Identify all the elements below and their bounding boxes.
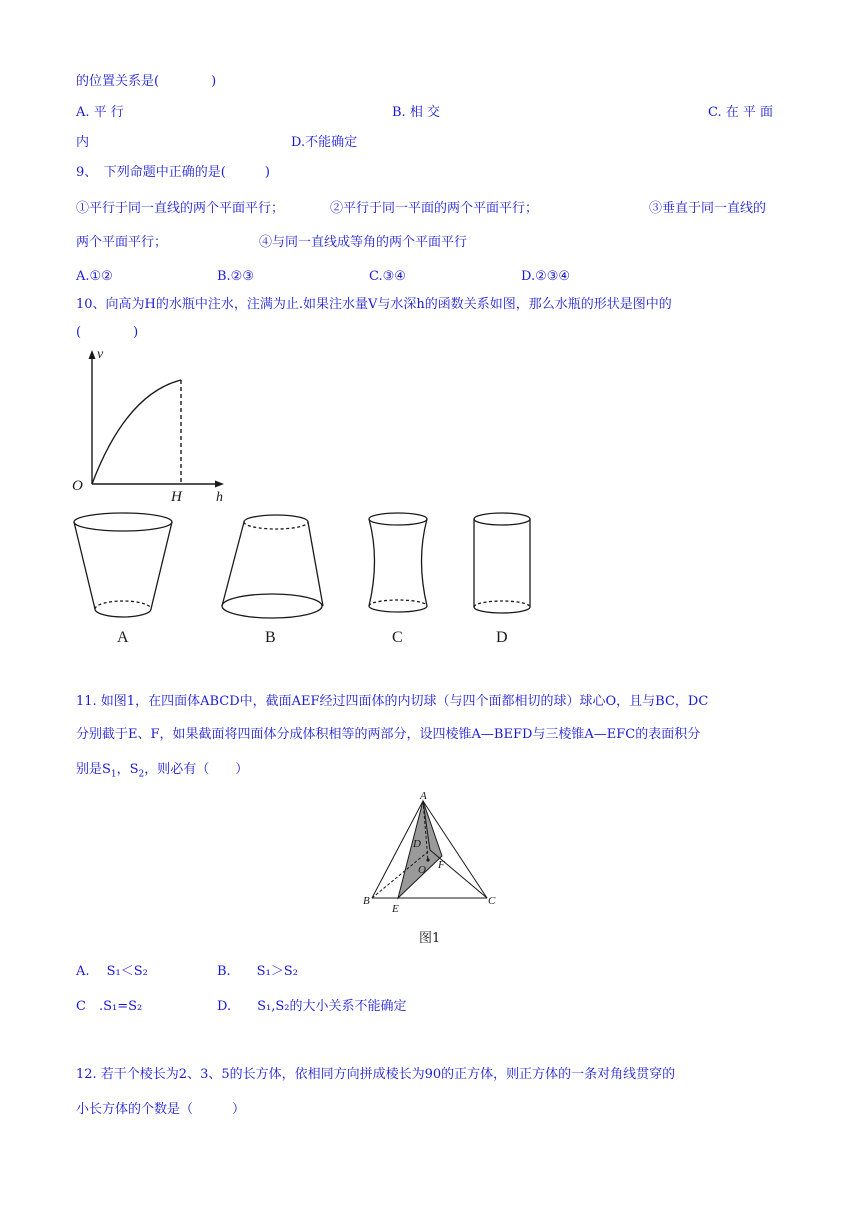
graph-y-label: v xyxy=(97,347,104,362)
q9-statement-4: ④与同一直线成等角的两个平面平行 xyxy=(259,235,468,250)
q8-option-c-cont: 内 xyxy=(76,135,90,150)
fig-label-a: A xyxy=(420,790,427,802)
q10-stem-line2: ( ) xyxy=(76,325,139,340)
q11-option-a: A. S₁＜S₂ xyxy=(76,964,148,979)
q11-option-b: B. S₁＞S₂ xyxy=(217,964,298,979)
fig-label-f: F xyxy=(438,859,445,871)
q8-option-d: D.不能确定 xyxy=(291,135,358,150)
q11-option-c: C .S₁=S₂ xyxy=(76,999,143,1014)
q8-option-c: C. 在 平 面 xyxy=(708,105,774,120)
q12-stem-line2: 小长方体的个数是（ ） xyxy=(76,1102,246,1117)
bottle-choices xyxy=(60,504,560,650)
fig-label-c: C xyxy=(488,895,496,907)
fig-label-o: O xyxy=(418,864,426,876)
q8-option-a: A. 平 行 xyxy=(76,105,124,120)
q12-stem-line1: 12. 若干个棱长为2、3、5的长方体，依相同方向拼成棱长为90的正方体，则正方体的一条对角线贯穿的 xyxy=(76,1067,676,1082)
graph-origin-label: O xyxy=(72,478,83,494)
figure-1-caption: 图1 xyxy=(419,931,441,946)
q9-statement-2: ②平行于同一平面的两个平面平行； xyxy=(330,201,539,216)
volume-curve xyxy=(92,380,181,484)
q9-statement-3: ③垂直于同一直线的 xyxy=(649,201,767,216)
q8-tail: 的位置关系是( ) xyxy=(76,74,217,89)
q9-option-c: C.③④ xyxy=(369,269,406,284)
fig-label-d: D xyxy=(413,838,421,850)
bottle-b xyxy=(222,515,323,618)
q8-option-b: B. 相 交 xyxy=(392,105,440,120)
fig-label-b: B xyxy=(363,895,370,907)
q10-stem-line1: 10、向高为H的水瓶中注水，注满为止.如果注水量V与水深h的函数关系如图，那么水瓶的形状是图中的 xyxy=(76,297,672,312)
q11-stem-line3: 别是$S_1$，$S_2$，则必有（ ） xyxy=(76,762,249,780)
volume-depth-graph xyxy=(68,342,238,502)
q9-option-b: B.②③ xyxy=(217,269,254,284)
q11-stem-line2: 分别截于E、F，如果截面将四面体分成体积相等的两部分，设四棱锥A—BEFD与三棱锥A—EFC的表面积分 xyxy=(76,727,701,742)
q9-statement-3-cont: 两个平面平行； xyxy=(76,235,168,250)
fig-label-e: E xyxy=(392,903,399,915)
q9-option-a: A.①② xyxy=(76,269,113,284)
q9-statement-1: ①平行于同一直线的两个平面平行； xyxy=(76,201,285,216)
q11-option-d: D. S₁,S₂的大小关系不能确定 xyxy=(217,999,407,1014)
q9-option-d: D.②③④ xyxy=(521,269,571,284)
graph-h-mark: H xyxy=(171,489,182,502)
q9-stem: 9、 下列命题中正确的是( ) xyxy=(76,165,270,180)
bottle-d xyxy=(474,513,530,613)
bottle-label-b: B xyxy=(265,629,276,646)
q11-stem-line1: 11. 如图1，在四面体ABCD中，截面AEF经过四面体的内切球（与四个面都相切的球）球心O，且与BC，DC xyxy=(76,694,709,709)
bottle-c xyxy=(369,513,427,612)
graph-x-label: h xyxy=(216,490,223,502)
tetrahedron-figure xyxy=(360,790,510,920)
bottle-label-a: A xyxy=(117,629,129,646)
bottle-a xyxy=(74,513,172,617)
bottle-label-c: C xyxy=(392,629,403,646)
bottle-label-d: D xyxy=(496,629,508,646)
